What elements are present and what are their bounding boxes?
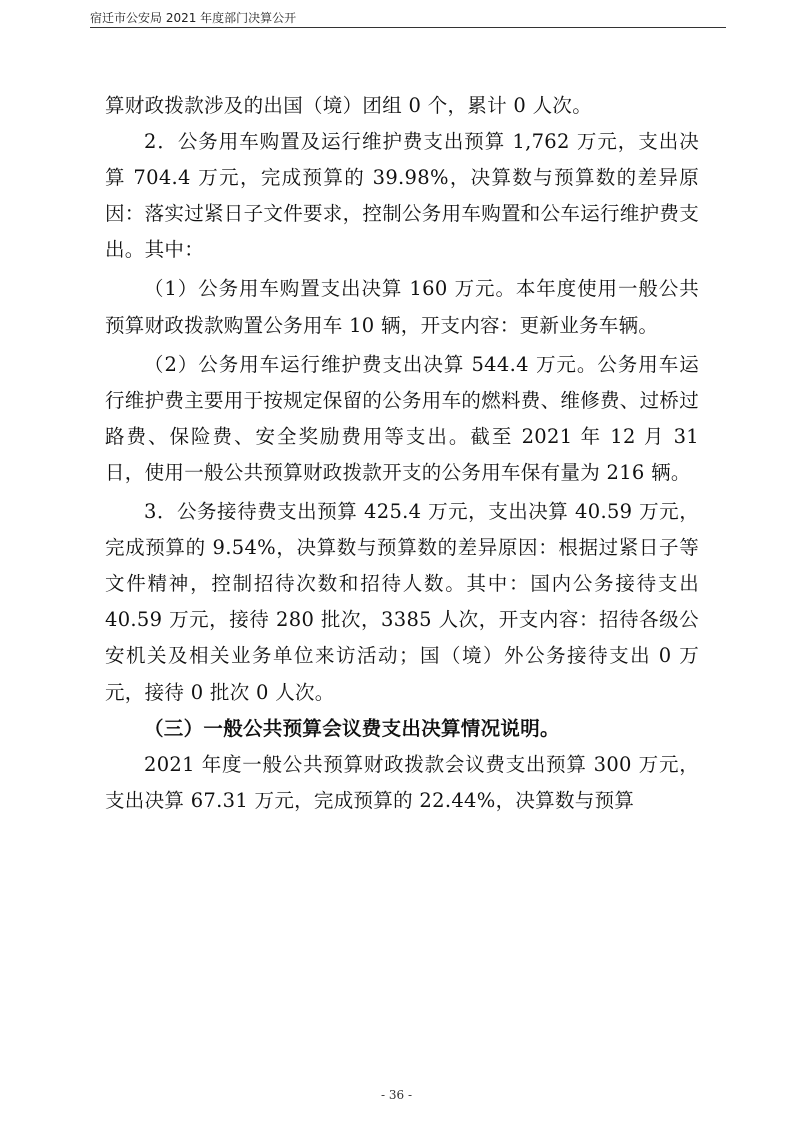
paragraph-reception-expense: 3．公务接待费支出预算 425.4 万元，支出决算 40.59 万元，完成预算的 9.54%，决算数与预算数的差异原因：根据过紧日子等文件精神，控制招待次数和招待人数。其中：国内公务接待支出 40.59 万元，接待 280 批次，3385 人次，开支内容：招待各级公安机关及相关业务单位来访活动；国（境）外公务接待支出 0 万元，接待 0 批次 0 人次。: [105, 500, 699, 704]
paragraph-vehicle-budget: 2．公务用车购置及运行维护费支出预算 1,762 万元，支出决算 704.4 万元，完成预算的 39.98%，决算数与预算数的差异原因：落实过紧日子文件要求，控制公务用车购置和公车运行维护费支出。其中：: [105, 130, 700, 262]
page-header-title: 宿迁市公安局 2021 年度部门决算公开: [90, 11, 297, 25]
paragraph-continuation: 算财政拨款涉及的出国（境）团组 0 个，累计 0 人次。: [105, 94, 593, 117]
paragraph-vehicle-maintenance: （2）公务用车运行维护费支出决算 544.4 万元。公务用车运行维护费主要用于按规定保留的公务用车的燃料费、维修费、过桥过路费、保险费、安全奖励费用等支出。截至 2021 年 12 月 31 日，使用一般公共预算财政拨款开支的公务用车保有量为 216 辆。: [105, 352, 700, 484]
page-number: - 36 -: [380, 1088, 412, 1102]
header-divider: [90, 27, 726, 28]
document-body: [105, 88, 699, 819]
paragraph-vehicle-purchase: （1）公务用车购置支出决算 160 万元。本年度使用一般公共预算财政拨款购置公务用车 10 辆，开支内容：更新业务车辆。: [105, 277, 699, 337]
section-heading-meeting-expense: （三）一般公共预算会议费支出决算情况说明。: [144, 716, 560, 740]
paragraph-meeting-expense: 2021 年度一般公共预算财政拨款会议费支出预算 300 万元，支出决算 67.31 万元，完成预算的 22.44%，决算数与预算: [105, 752, 699, 812]
